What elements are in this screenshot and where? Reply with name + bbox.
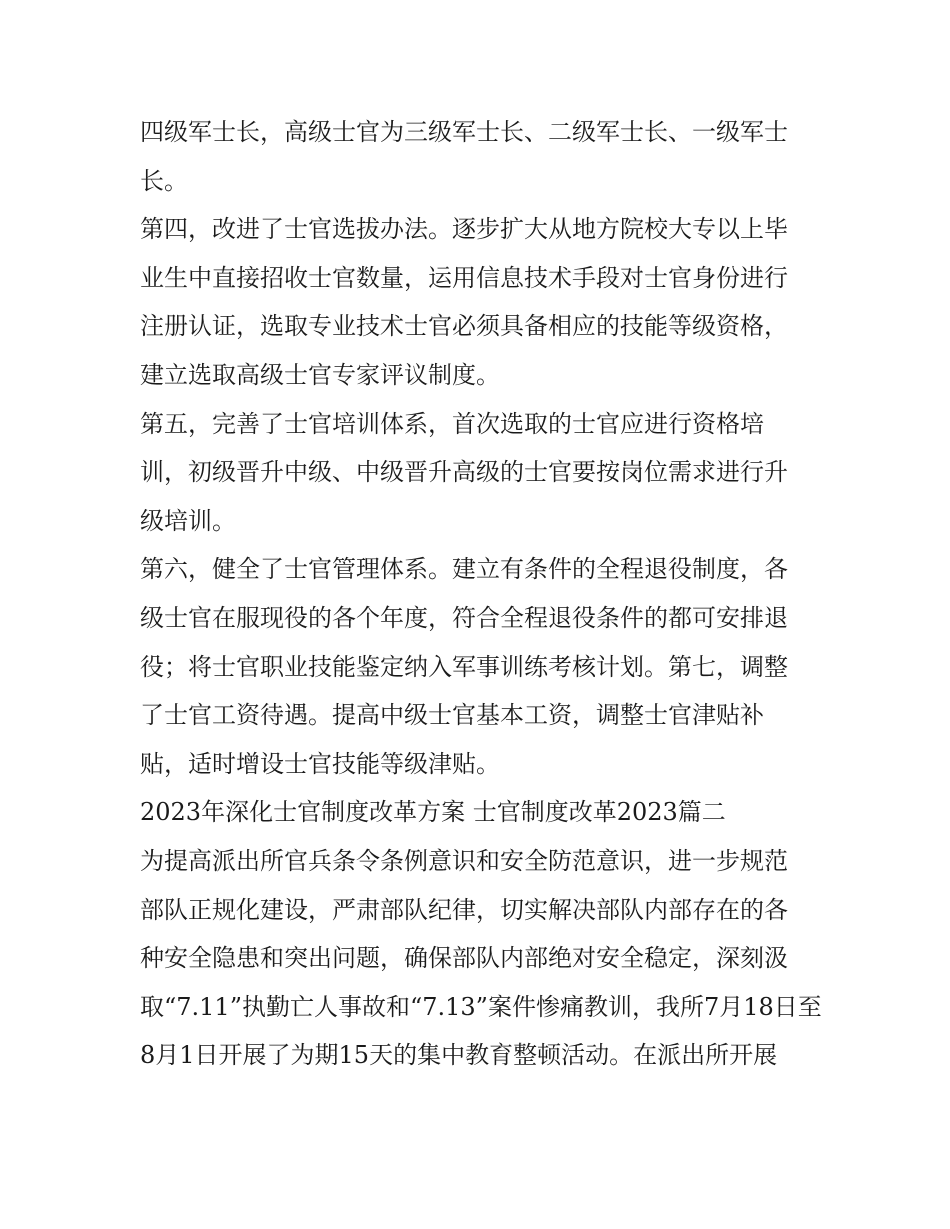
text-line: 第六，健全了士官管理体系。建立有条件的全程退役制度，各 bbox=[140, 555, 788, 584]
text-line: 级培训。 bbox=[140, 506, 236, 535]
section-heading: 2023年深化士官制度改革方案 士官制度改革2023篇二 bbox=[140, 798, 726, 827]
text-line: 了士官工资待遇。提高中级士官基本工资，调整士官津贴补 bbox=[140, 701, 764, 730]
text-line: 第四，改进了士官选拔办法。逐步扩大从地方院校大专以上毕 bbox=[140, 215, 788, 244]
text-line: 业生中直接招收士官数量，运用信息技术手段对士官身份进行 bbox=[140, 263, 788, 292]
text-line: 第五，完善了士官培训体系，首次选取的士官应进行资格培 bbox=[140, 409, 764, 438]
text-line: 种安全隐患和突出问题，确保部队内部绝对安全稳定，深刻汲 bbox=[140, 944, 788, 973]
text-line: 部队正规化建设，严肃部队纪律，切实解决部队内部存在的各 bbox=[140, 895, 788, 924]
text-line: 建立选取高级士官专家评议制度。 bbox=[140, 360, 500, 389]
text-line: 8月1日开展了为期15天的集中教育整顿活动。在派出所开展 bbox=[140, 1041, 778, 1070]
text-line: 长。 bbox=[140, 166, 188, 195]
text-line: 贴，适时增设士官技能等级津贴。 bbox=[140, 749, 500, 778]
text-line: 四级军士长，高级士官为三级军士长、二级军士长、一级军士 bbox=[140, 118, 788, 146]
text-line: 训，初级晋升中级、中级晋升高级的士官要按岗位需求进行升 bbox=[140, 458, 788, 487]
text-line: 取“7.11”执勤亡人事故和“7.13”案件惨痛教训，我所7月18日至 bbox=[140, 992, 822, 1021]
text-line: 役；将士官职业技能鉴定纳入军事训练考核计划。第七，调整 bbox=[140, 652, 788, 681]
text-line: 为提高派出所官兵条令条例意识和安全防范意识，进一步规范 bbox=[140, 846, 788, 875]
text-line: 注册认证，选取专业技术士官必须具备相应的技能等级资格， bbox=[140, 312, 788, 341]
document-body bbox=[140, 108, 820, 1080]
text-line: 级士官在服现役的各个年度，符合全程退役条件的都可安排退 bbox=[140, 603, 788, 632]
